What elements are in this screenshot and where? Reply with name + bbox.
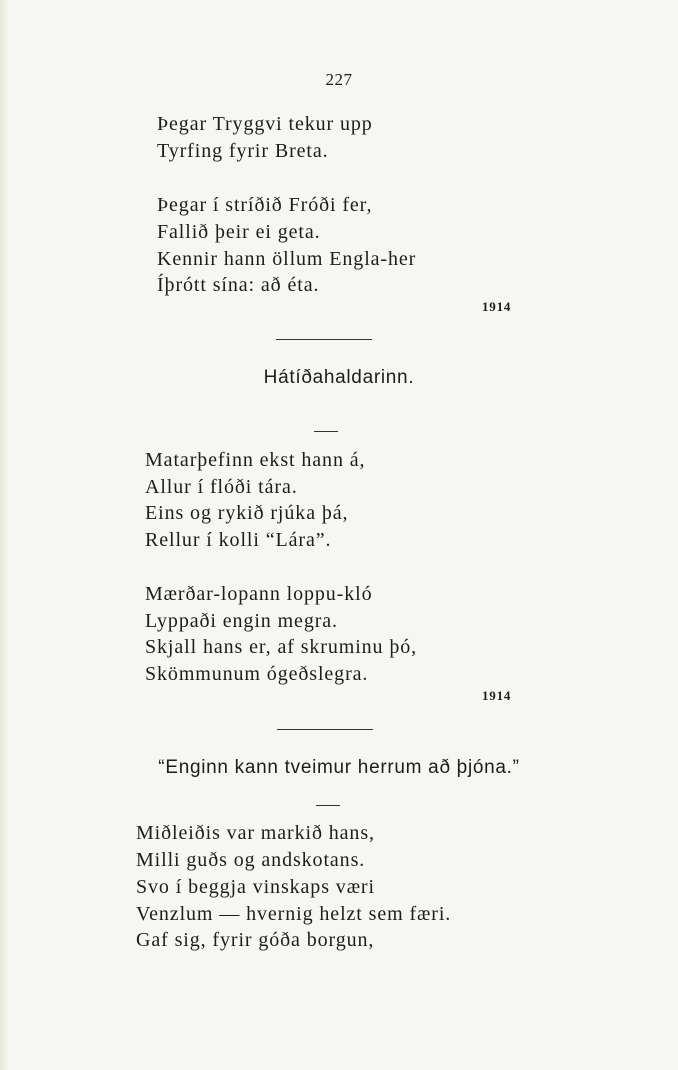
poem3-line-2: Milli guðs og andskotans. <box>136 849 366 871</box>
poem1-line-3: Þegar í stríðið Fróði fer, <box>157 194 373 216</box>
poem2-line-5: Mærðar-lopann loppu-kló <box>145 583 373 605</box>
page-edge <box>0 0 8 1070</box>
poem3-line-3: Svo í beggja vinskaps væri <box>136 876 375 898</box>
poem2-line-7: Skjall hans er, af skruminu þó, <box>145 636 418 658</box>
title-dash <box>316 805 340 806</box>
poem3-line-1: Miðleiðis var markið hans, <box>136 822 375 844</box>
section-divider <box>276 339 372 340</box>
section-divider <box>277 729 373 730</box>
poem2-line-4: Rellur í kolli “Lára”. <box>145 529 332 551</box>
poem2-line-2: Allur í flóði tára. <box>145 476 298 498</box>
poem1-line-5: Kennir hann öllum Engla-her <box>157 248 417 270</box>
poem3-title: “Enginn kann tveimur herrum að þjóna.” <box>158 757 520 778</box>
poem2-line-3: Eins og rykið rjúka þá, <box>145 502 349 524</box>
poem2-title: Hátíðahaldarinn. <box>263 367 415 388</box>
poem2-line-8: Skömmunum ógeðslegra. <box>145 663 369 685</box>
poem1-line-1: Þegar Tryggvi tekur upp <box>157 113 373 135</box>
poem1-line-6: Íþrótt sína: að éta. <box>157 274 320 296</box>
poem1-line-2: Tyrfing fyrir Breta. <box>157 140 329 162</box>
poem2-line-1: Matarþefinn ekst hann á, <box>145 449 366 471</box>
title-dash <box>314 431 338 432</box>
poem3-line-5: Gaf sig, fyrir góða borgun, <box>136 929 375 951</box>
poem2-line-6: Lyppaði engin megra. <box>145 610 338 632</box>
poem2-year: 1914 <box>482 688 512 703</box>
page-number: 227 <box>325 70 353 89</box>
poem3-line-4: Venzlum — hvernig helzt sem færi. <box>136 903 452 925</box>
poem1-year: 1914 <box>482 299 512 314</box>
poem1-line-4: Fallið þeir ei geta. <box>157 221 321 243</box>
